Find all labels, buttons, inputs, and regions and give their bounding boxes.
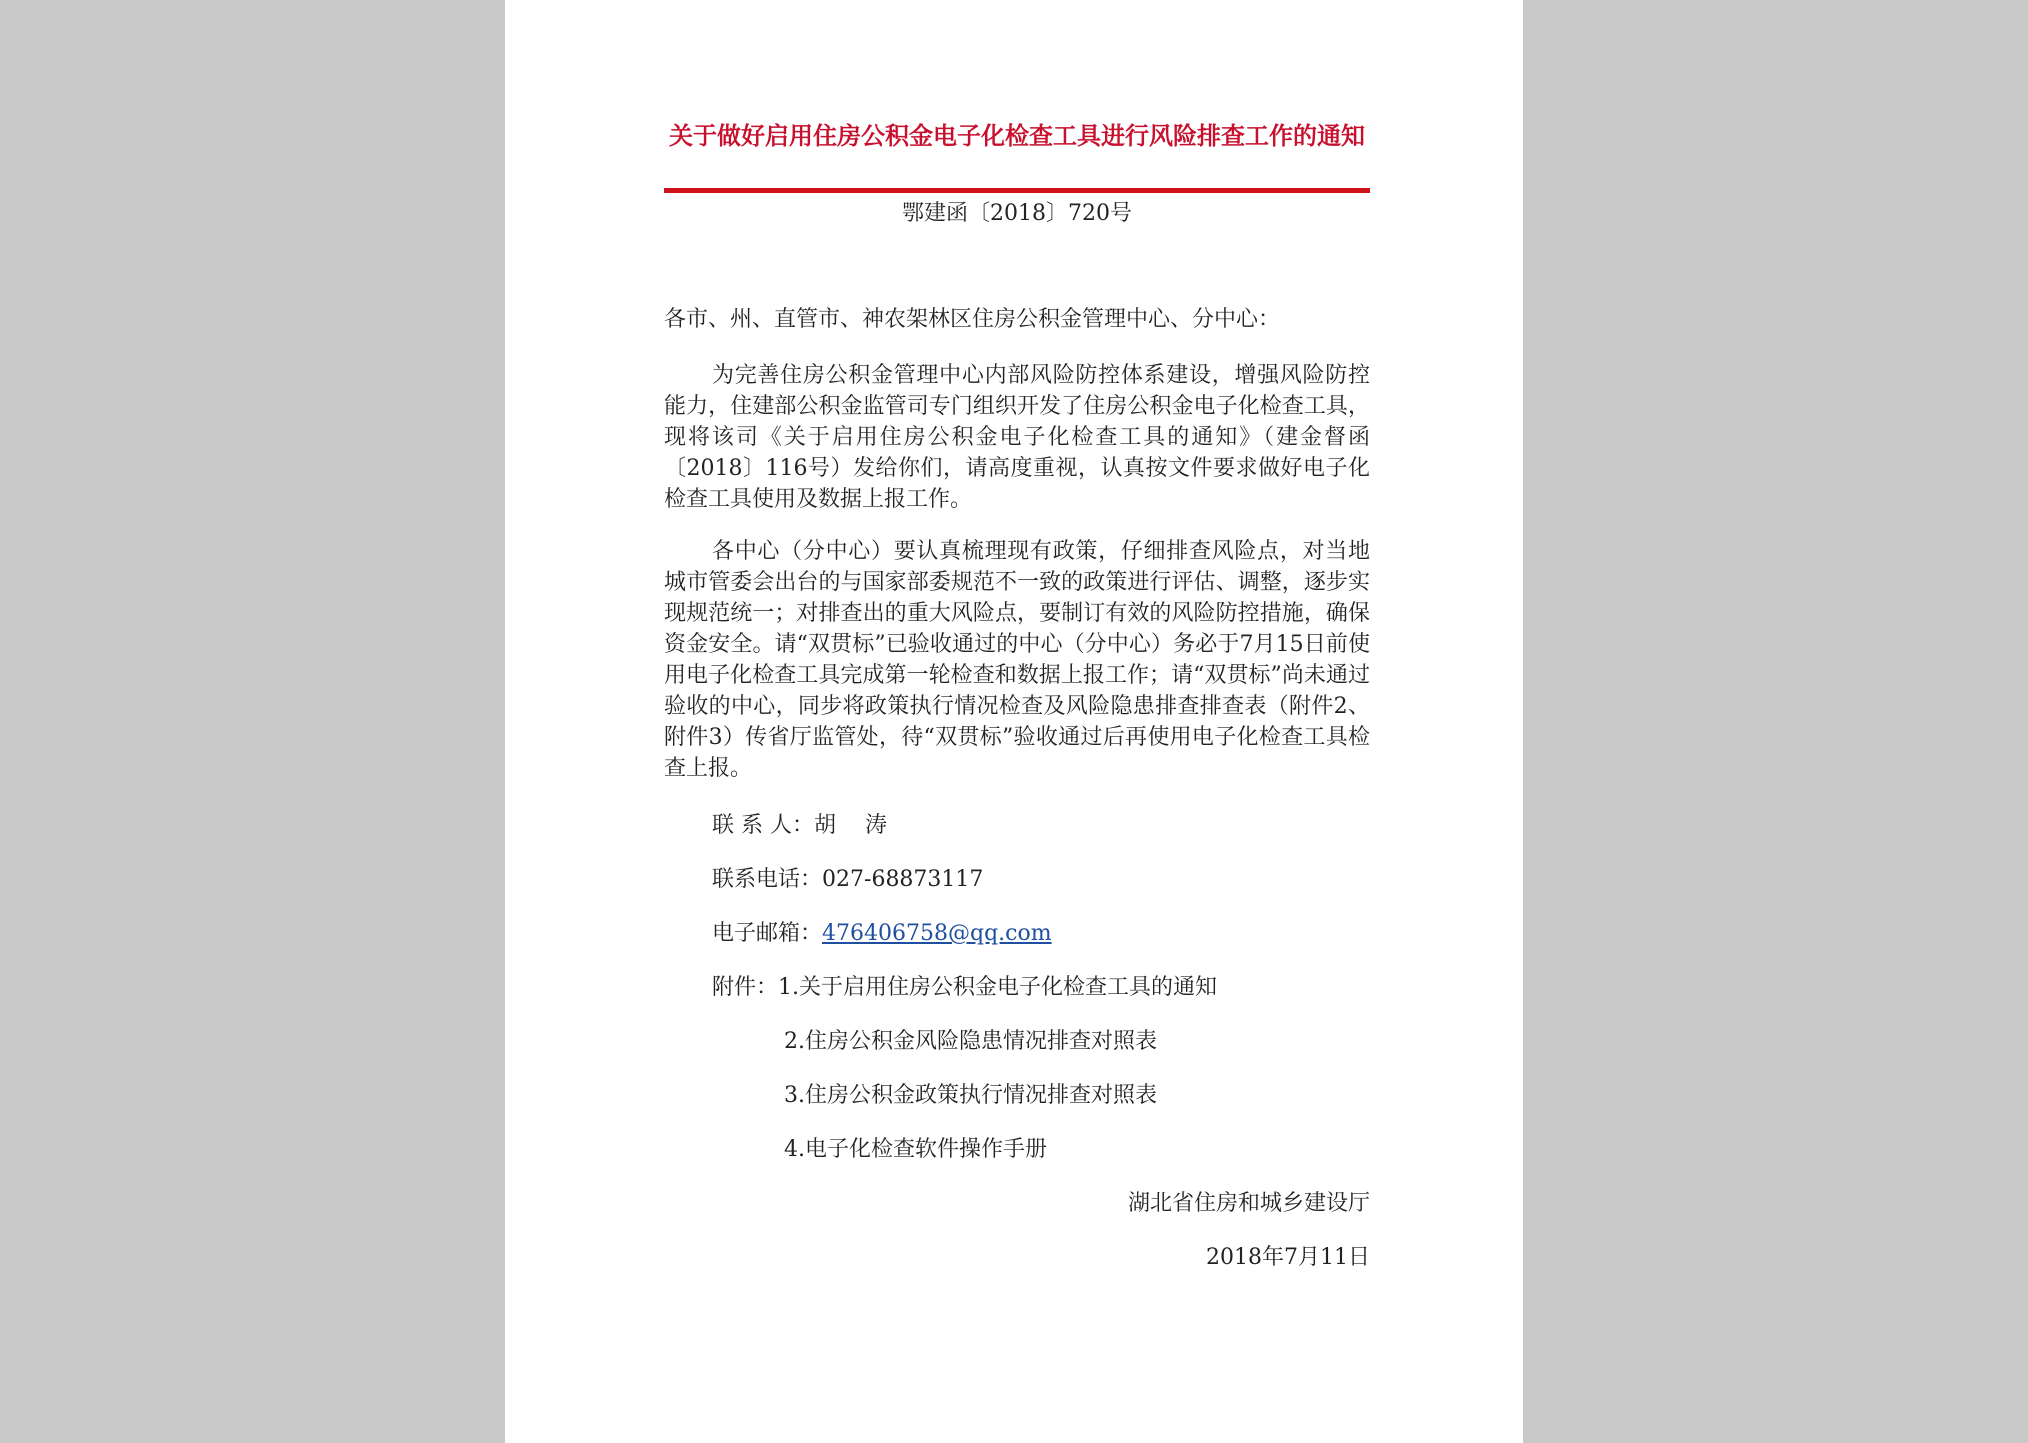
contact-phone-line (712, 864, 983, 895)
contact-email-link[interactable]: 476406758@qq.com (822, 921, 1052, 946)
attachment-item: 3.住房公积金政策执行情况排查对照表 (784, 1083, 1157, 1108)
issuer-signature: 湖北省住房和城乡建设厅 (1127, 1191, 1370, 1216)
document-page (505, 0, 1523, 1443)
attachment-item: 2.住房公积金风险隐患情况排查对照表 (784, 1029, 1157, 1054)
body-paragraph-1: 为完善住房公积金管理中心内部风险防控体系建设，增强风险防控能力，住建部公积金监管司专门组织开发了住房公积金电子化检查工具，现将该司《关于启用住房公积金电子化检查工具的通知》（建金督函〔2018〕116号）发给你们，请高度重视，认真按文件要求做好电子化检查工具使用及数据上报工作。 (664, 363, 1370, 512)
contact-email-line (712, 918, 1052, 949)
attachments-label: 附件： (712, 975, 779, 1000)
red-header-rule (664, 188, 1370, 193)
contact-person-line (712, 810, 887, 841)
contact-phone: 027-68873117 (822, 867, 984, 892)
document-number: 鄂建函〔2018〕720号 (902, 201, 1132, 226)
contact-person-label: 联 系 人： (712, 813, 814, 838)
attachment-item: 1.关于启用住房公积金电子化检查工具的通知 (778, 975, 1218, 1000)
salutation: 各市、州、直管市、神农架林区住房公积金管理中心、分中心： (664, 307, 1281, 332)
contact-person-name: 胡 涛 (814, 813, 887, 838)
attachment-line-1 (712, 972, 1217, 1003)
issue-date: 2018年7月11日 (1206, 1245, 1370, 1270)
contact-email-label: 电子邮箱： (712, 921, 823, 946)
contact-phone-label: 联系电话： (712, 867, 823, 892)
attachment-item: 4.电子化检查软件操作手册 (784, 1137, 1047, 1162)
document-title: 关于做好启用住房公积金电子化检查工具进行风险排查工作的通知 (669, 122, 1365, 150)
body-paragraph-2: 各中心（分中心）要认真梳理现有政策，仔细排查风险点，对当地城市管委会出台的与国家部委规范不一致的政策进行评估、调整，逐步实现规范统一；对排查出的重大风险点，要制订有效的风险防控措施，确保资金安全。请“双贯标”已验收通过的中心（分中心）务必于7月15日前使用电子化检查工具完成第一轮检查和数据上报工作；请“双贯标”尚未通过验收的中心，同步将政策执行情况检查及风险隐患排查排查表（附件2、附件3）传省厅监管处，待“双贯标”验收通过后再使用电子化检查工具检查上报。 (664, 539, 1370, 781)
